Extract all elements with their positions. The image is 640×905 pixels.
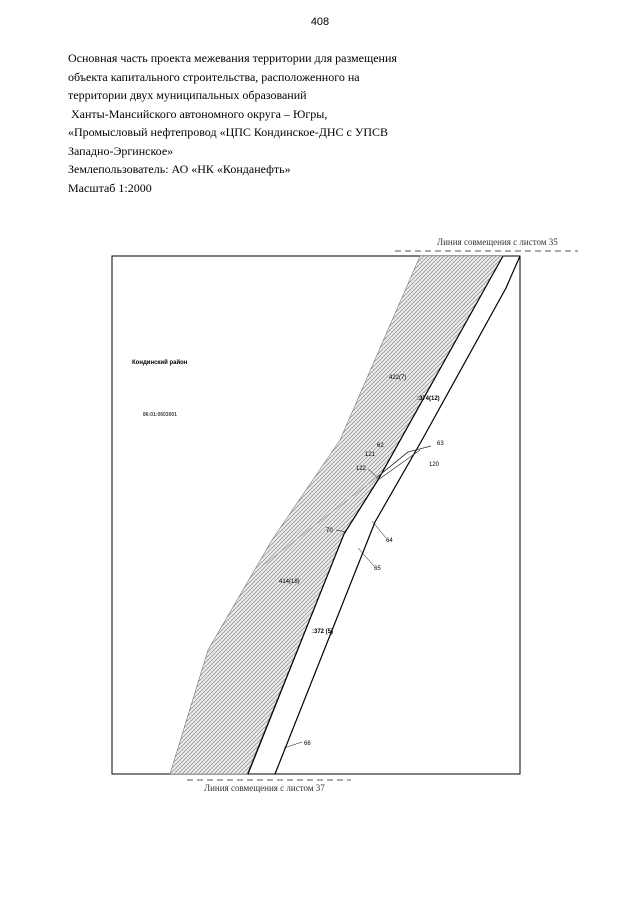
header-line: «Промысловый нефтепровод «ЦПС Кондинское-ДНС с УПСВ [68, 125, 389, 139]
point-label-120: 120 [429, 462, 440, 468]
leader-65 [358, 548, 374, 566]
header-line: Землепользователь: АО «НК «Конданефть» [68, 162, 291, 176]
header-line: территории двух муниципальных образований [68, 88, 307, 102]
leader-64 [372, 521, 386, 538]
parcel-label-372: :372 (5) [312, 629, 334, 635]
header-line: Западно-Эргинское» [68, 143, 174, 158]
point-label-66: 66 [304, 741, 311, 747]
page-number: 408 [310, 16, 330, 28]
point-label-62: 62 [377, 443, 384, 449]
point-label-122: 122 [356, 466, 367, 472]
header-line: Масштаб 1:2000 [68, 180, 152, 195]
header-line: объекта капитального строительства, расположенного на [68, 69, 360, 84]
parcel-label-374: :374(12) [417, 396, 440, 402]
cadastral-quarter-label: 86:01:0603001 [143, 412, 177, 418]
header-line: Ханты-Мансийского автономного округа – Югры, [68, 106, 328, 121]
top-match-line-label: Линия совмещения с листом 35 [437, 237, 558, 247]
point-label-65: 65 [374, 566, 381, 572]
bottom-match-line-label: Линия совмещения с листом 37 [204, 783, 325, 793]
parcel-label-422: 422(7) [389, 375, 407, 381]
point-label-64: 64 [386, 538, 393, 544]
district-label: Кондинский район [132, 360, 188, 366]
header-line: Основная часть проекта межевания территории для размещения [68, 51, 397, 65]
corridor-left-boundary [248, 256, 503, 774]
point-label-121: 121 [365, 452, 376, 458]
parcel-label-414: 414(18) [279, 579, 300, 585]
forest-area [170, 256, 503, 774]
point-label-63: 63 [437, 441, 444, 447]
point-label-70: 70 [326, 528, 333, 534]
